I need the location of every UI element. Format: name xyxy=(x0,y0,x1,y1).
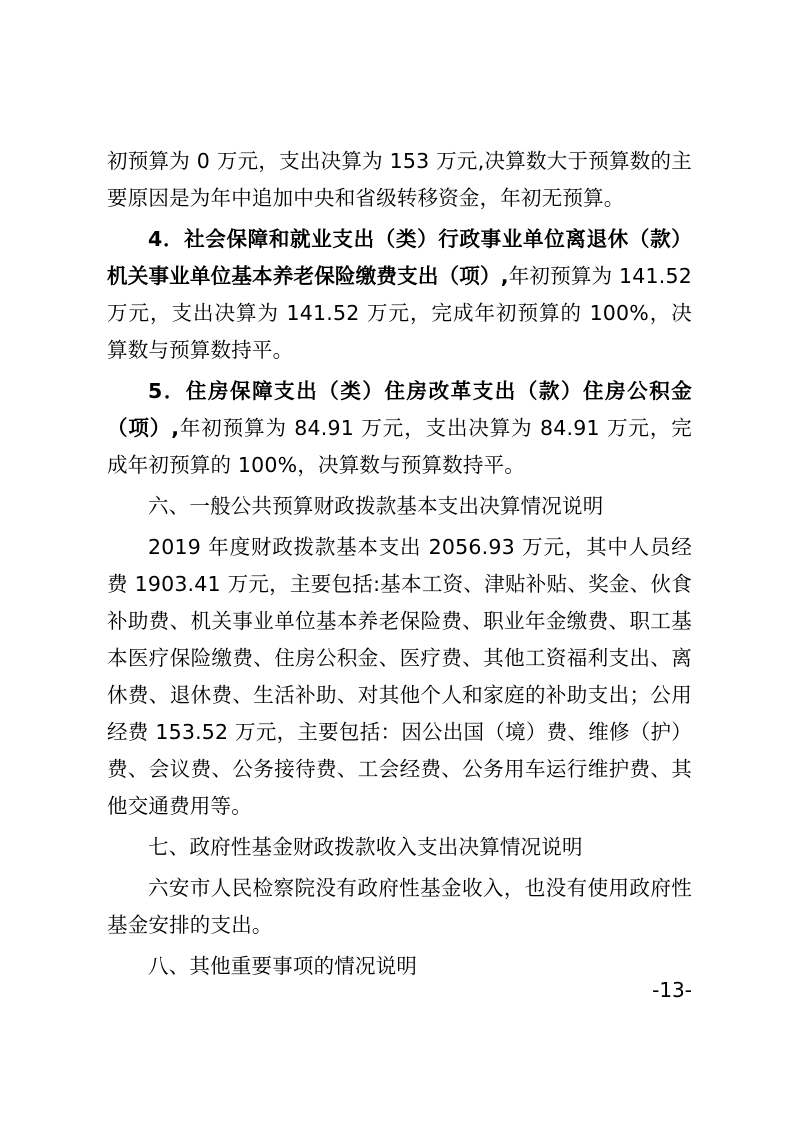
paragraph-budget-continuation xyxy=(107,143,692,217)
paragraph-text: 初预算为 0 万元，支出决算为 153 万元,决算数大于预算数的主要原因是为年中追加中央和省级转移资金，年初无预算。 xyxy=(107,149,692,210)
paragraph-text: 2019 年度财政拨款基本支出 2056.93 万元，其中人员经费 1903.41 万元，主要包括:基本工资、津贴补贴、奖金、伙食补助费、机关事业单位基本养老保险费、职业年金缴费、职工基本医疗保险缴费、住房公积金、医疗费、其他工资福利支出、离休费、退休费、生活补助、对其他个人和家庭的补助支出；公用经费 153.52 万元，主要包括：因公出国（境）费、维修（护）费、会议费、公务接待费、工会经费、公务用车运行维护费、其他交通费用等。 xyxy=(107,535,692,818)
paragraph-social-security-item xyxy=(107,221,692,369)
paragraph-text: 六安市人民检察院没有政府性基金收入，也没有使用政府性基金安排的支出。 xyxy=(107,876,692,937)
paragraph-basic-expenditure xyxy=(107,529,692,825)
paragraph-housing-fund-item xyxy=(107,373,692,484)
section-heading-basic-expenditure xyxy=(107,488,692,525)
section-heading-other-matters xyxy=(107,948,692,985)
section-heading-text: 七、政府性基金财政拨款收入支出决算情况说明 xyxy=(148,835,583,859)
item-heading: 4．社会保障和就业支出（类）行政事业单位离退休（款）机关事业单位基本养老保险缴费支出（项）, xyxy=(107,227,692,288)
paragraph-government-fund xyxy=(107,870,692,944)
section-heading-text: 六、一般公共预算财政拨款基本支出决算情况说明 xyxy=(148,494,604,518)
section-heading-government-fund xyxy=(107,829,692,866)
item-heading: 5．住房保障支出（类）住房改革支出（款）住房公积金（项）, xyxy=(107,379,692,440)
paragraph-text: 年初预算为 84.91 万元，支出决算为 84.91 万元，完成年初预算的 100%，决算数与预算数持平。 xyxy=(107,416,692,477)
section-heading-text: 八、其他重要事项的情况说明 xyxy=(148,954,418,978)
paragraph-text: 年初预算为 141.52 万元，支出决算为 141.52 万元，完成年初预算的 100%，决算数与预算数持平。 xyxy=(107,264,692,362)
document-body xyxy=(107,143,692,989)
page-number: -13- xyxy=(652,978,692,1002)
